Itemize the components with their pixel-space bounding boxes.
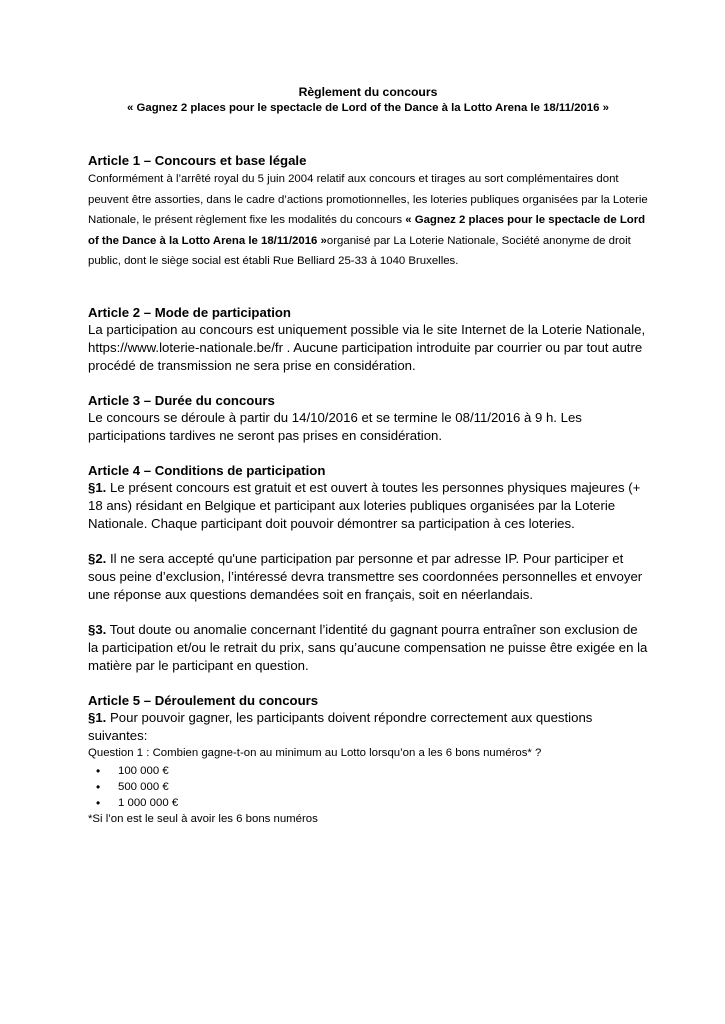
document-title: Règlement du concours: [298, 85, 438, 99]
document-subtitle: « Gagnez 2 places pour le spectacle de Lord of the Dance à la Lotto Arena le 18/11/2016 »: [127, 102, 609, 114]
question-1: Question 1 : Combien gagne-t-on au minimum au Lotto lorsqu’on a les 6 bons numéros* ?: [88, 746, 542, 759]
paragraph-text: Tout doute ou anomalie concernant l’identité du gagnant pourra entraîner son exclusion de la participation et/ou le retrait du prix, sans qu’aucune compensation ne puisse être exigée en la matière par le participant en question.: [88, 621, 648, 673]
document-page: [88, 84, 648, 827]
article-1-contest-name: « Gagnez 2 places pour le spectacle de Lord of the Dance à la Lotto Arena le 18/11/2016 »: [88, 214, 646, 247]
article-5: [88, 692, 648, 827]
answer-options-list: [88, 763, 648, 811]
paragraph-text: Il ne sera accepté qu'une participation par personne et par adresse IP. Pour participer et sous peine d’exclusion, l’intéressé devra transmettre ses coordonnées personnelles et envoyer une réponse aux questions demandées soit en français, soit en néerlandais.: [88, 550, 643, 602]
paragraph-text: Le présent concours est gratuit et est ouvert à toutes les personnes physiques majeures (+ 18 ans) résidant en Belgique et participant aux loteries publiques organisées par la Loterie Nationale. Chaque participant doit pouvoir démontrer sa participation à ces loteries.: [88, 479, 641, 531]
article-3-heading: Article 3 – Durée du concours: [88, 392, 275, 408]
article-2-heading: Article 2 – Mode de participation: [88, 304, 291, 320]
article-3: [88, 392, 648, 445]
article-4: [88, 462, 648, 675]
article-3-text: Le concours se déroule à partir du 14/10/2016 et se termine le 08/11/2016 à 9 h. Les participations tardives ne seront pas prises en considération.: [88, 409, 582, 443]
paragraph-label: §1.: [88, 479, 107, 495]
article-5-paragraph-1: [88, 709, 648, 745]
paragraph-label: §1.: [88, 709, 107, 725]
article-2-text: La participation au concours est uniquement possible via le site Internet de la Loterie Nationale, https://www.loterie-nationale.be/fr . Aucune participation introduite par courrier ou par tout autre procédé de transmission ne sera prise en considération.: [88, 321, 646, 373]
paragraph-label: §3.: [88, 621, 107, 637]
article-1-text-a: Conformément à l’arrêté royal du 5 juin 2004 relatif aux concours et tirages au sort complémentaires dont peuvent être assorties, dans le cadre d’actions promotionnelles, les loteries publiques organisées par la Loterie Nationale, le présent règlement fixe les modalités du concours: [88, 173, 648, 226]
article-4-paragraph-1: [88, 479, 648, 533]
article-1-heading: Article 1 – Concours et base légale: [88, 153, 307, 168]
answer-option: • 100 000 €: [118, 763, 648, 779]
paragraph-text: Pour pouvoir gagner, les participants doivent répondre correctement aux questions suivantes:: [88, 709, 593, 743]
article-4-paragraph-3: [88, 621, 648, 675]
article-1-text-b: organisé par La Loterie Nationale, Société anonyme de droit public, dont le siège social est établi Rue Belliard 25-33 à 1040 Bruxelles.: [88, 234, 631, 267]
paragraph-label: §2.: [88, 550, 107, 566]
article-4-paragraph-2: [88, 550, 648, 604]
article-4-heading: Article 4 – Conditions de participation: [88, 462, 326, 478]
answer-option: • 1 000 000 €: [118, 795, 648, 811]
article-2: [88, 304, 648, 375]
article-1-text: [88, 169, 648, 272]
answer-option: • 500 000 €: [118, 779, 648, 795]
footnote: *Si l’on est le seul à avoir les 6 bons numéros: [88, 812, 318, 825]
article-5-heading: Article 5 – Déroulement du concours: [88, 692, 319, 708]
article-1: [88, 152, 648, 272]
